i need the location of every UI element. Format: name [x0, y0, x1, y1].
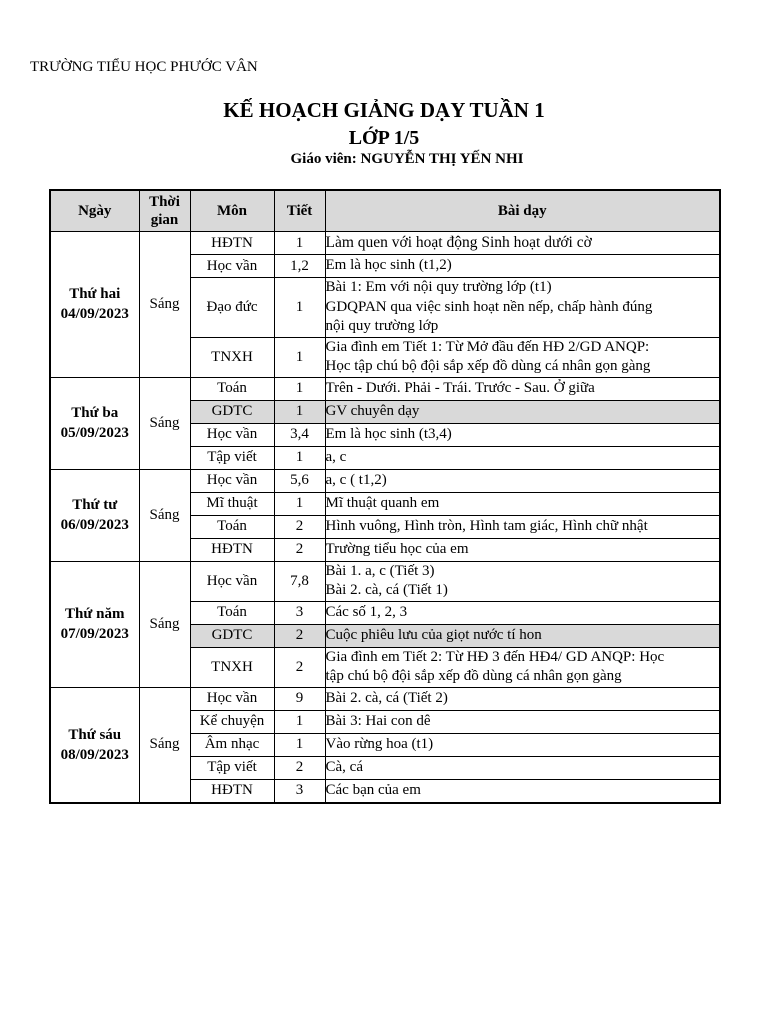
subject-cell: Toán [190, 515, 274, 538]
table-row [50, 687, 720, 710]
day-date: 05/09/2023 [60, 425, 129, 441]
subject-cell: Học vần [190, 687, 274, 710]
lesson-cell: a, c ( t1,2) [325, 469, 720, 492]
period-cell: 2 [274, 647, 325, 687]
period-cell: 2 [274, 515, 325, 538]
class-title: LỚP 1/5 [348, 127, 420, 149]
lesson-cell: GV chuyên dạy [325, 400, 720, 423]
lesson-line: tập chú bộ đội sắp xếp đồ dùng cá nhân gọn gàng [325, 668, 622, 684]
day-name: Thứ hai [69, 286, 121, 303]
lesson-line: Gia đình em Tiết 1: Từ Mở đầu đến HĐ 2/GD ANQP: [325, 338, 650, 355]
school-name: TRƯỜNG TIỂU HỌC PHƯỚC VÂN [30, 59, 258, 75]
day-name: Thứ sáu [68, 726, 122, 743]
session-cell: Sáng [139, 561, 190, 687]
subject-cell: HĐTN [190, 232, 274, 255]
teacher-name: Giáo viên: NGUYỄN THỊ YẾN NHI [290, 151, 524, 167]
subject-cell: Tập viết [190, 756, 274, 779]
subject-cell: TNXH [190, 647, 274, 687]
subject-cell: Toán [190, 601, 274, 624]
table-row [50, 377, 720, 400]
period-cell: 1 [274, 337, 325, 377]
day-date: 04/09/2023 [60, 306, 129, 323]
day-name: Thứ ba [71, 405, 119, 421]
lesson-cell: Làm quen với hoạt động Sinh hoạt dưới cờ [325, 232, 720, 255]
lesson-cell: Các bạn của em [325, 779, 720, 803]
table-row [50, 232, 720, 255]
period-cell: 3 [274, 779, 325, 803]
header-time-line1: Thời [149, 194, 180, 210]
session-cell: Sáng [139, 687, 190, 803]
lesson-line: GDQPAN qua việc sinh hoạt nền nếp, chấp hành đúng [325, 298, 653, 315]
lesson-cell: Cuộc phiêu lưu của giọt nước tí hon [325, 624, 720, 647]
lesson-cell: a, c [325, 446, 720, 469]
day-cell [50, 469, 139, 561]
day-cell [50, 561, 139, 687]
day-cell [50, 687, 139, 803]
period-cell: 2 [274, 624, 325, 647]
period-cell: 1 [274, 446, 325, 469]
header-time [139, 190, 190, 232]
period-cell: 1 [274, 400, 325, 423]
lesson-cell: Trường tiểu học của em [325, 538, 720, 561]
period-cell: 3,4 [274, 423, 325, 446]
period-cell: 3 [274, 601, 325, 624]
lesson-cell [325, 647, 720, 687]
session-cell: Sáng [139, 469, 190, 561]
subject-cell: Mĩ thuật [190, 492, 274, 515]
period-cell: 2 [274, 538, 325, 561]
day-name: Thứ tư [72, 497, 118, 513]
period-cell: 1 [274, 733, 325, 756]
period-cell: 1 [274, 232, 325, 255]
subject-cell: GDTC [190, 400, 274, 423]
day-name: Thứ năm [65, 606, 125, 622]
subject-cell: Học vần [190, 561, 274, 601]
lesson-cell [325, 278, 720, 338]
header-lesson: Bài dạy [325, 190, 720, 232]
lesson-cell: Cà, cá [325, 756, 720, 779]
lesson-cell: Em là học sinh (t1,2) [325, 255, 720, 278]
lesson-cell: Các số 1, 2, 3 [325, 601, 720, 624]
period-cell: 9 [274, 687, 325, 710]
lesson-cell: Bài 3: Hai con dê [325, 710, 720, 733]
schedule-table [49, 189, 721, 804]
subject-cell: Tập viết [190, 446, 274, 469]
period-cell: 1,2 [274, 255, 325, 278]
day-cell [50, 232, 139, 378]
lesson-cell: Trên - Dưới. Phải - Trái. Trước - Sau. Ở giữa [325, 377, 720, 400]
subject-cell: Kể chuyện [190, 710, 274, 733]
subject-cell: Học vần [190, 255, 274, 278]
period-cell: 1 [274, 377, 325, 400]
subject-cell: Âm nhạc [190, 733, 274, 756]
lesson-cell [325, 337, 720, 377]
period-cell: 1 [274, 710, 325, 733]
subject-cell: HĐTN [190, 538, 274, 561]
lesson-line: Bài 2. cà, cá (Tiết 1) [325, 582, 448, 598]
subject-cell: TNXH [190, 337, 274, 377]
period-cell: 1 [274, 492, 325, 515]
lesson-line: Gia đình em Tiết 2: Từ HĐ 3 đến HĐ4/ GD ANQP: Học [325, 648, 665, 665]
subject-cell: HĐTN [190, 779, 274, 803]
period-cell: 5,6 [274, 469, 325, 492]
lesson-line: Học tập chú bộ đội sắp xếp đồ dùng cá nhân gọn gàng [325, 358, 651, 374]
lesson-cell [325, 561, 720, 601]
period-cell: 1 [274, 278, 325, 338]
subject-cell: Học vần [190, 469, 274, 492]
day-date: 06/09/2023 [60, 517, 129, 533]
page-title: KẾ HOẠCH GIẢNG DẠY TUẦN 1 [223, 98, 545, 122]
subject-cell: Đạo đức [190, 278, 274, 338]
day-date: 07/09/2023 [60, 626, 129, 642]
day-date: 08/09/2023 [60, 746, 129, 763]
lesson-cell: Em là học sinh (t3,4) [325, 423, 720, 446]
session-cell: Sáng [139, 377, 190, 469]
subject-cell: Học vần [190, 423, 274, 446]
table-row [50, 561, 720, 601]
period-cell: 2 [274, 756, 325, 779]
lesson-line: Bài 1. a, c (Tiết 3) [325, 562, 435, 579]
lesson-cell: Mĩ thuật quanh em [325, 492, 720, 515]
day-cell [50, 377, 139, 469]
header-day: Ngày [50, 190, 139, 232]
lesson-cell: Hình vuông, Hình tròn, Hình tam giác, Hình chữ nhật [325, 515, 720, 538]
subject-cell: Toán [190, 377, 274, 400]
period-cell: 7,8 [274, 561, 325, 601]
table-header-row [50, 190, 720, 232]
lesson-line: Bài 1: Em với nội quy trường lớp (t1) [325, 279, 552, 295]
lesson-cell: Vào rừng hoa (t1) [325, 733, 720, 756]
subject-cell: GDTC [190, 624, 274, 647]
lesson-line: nội quy trường lớp [325, 318, 439, 334]
header-period: Tiết [274, 190, 325, 232]
header-subject: Môn [190, 190, 274, 232]
lesson-cell: Bài 2. cà, cá (Tiết 2) [325, 687, 720, 710]
session-cell: Sáng [139, 232, 190, 378]
table-row [50, 469, 720, 492]
header-time-line2: gian [150, 212, 179, 228]
